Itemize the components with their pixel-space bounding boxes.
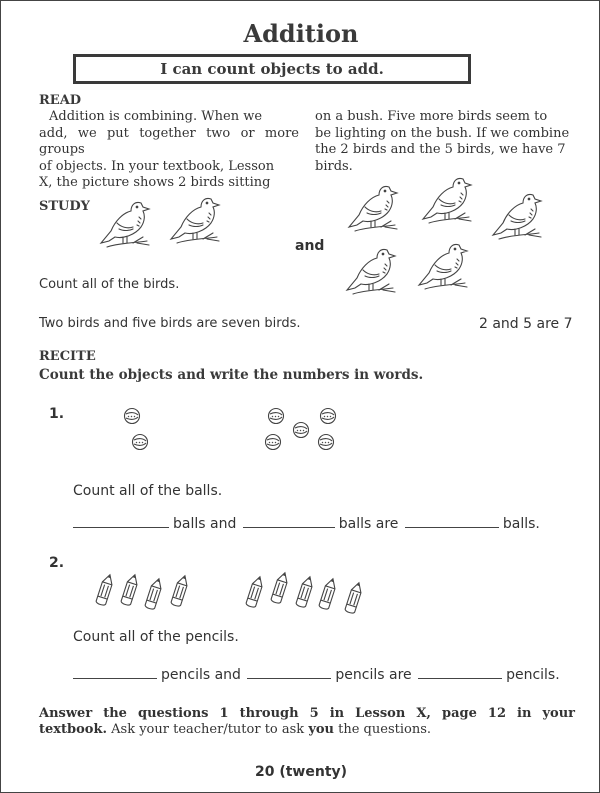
problem-1-number: 1. (49, 406, 65, 422)
answer-blank-1b[interactable] (243, 526, 335, 528)
pencil-icon (243, 574, 267, 611)
bird-icon (485, 189, 555, 245)
recite-heading: RECITE (39, 349, 96, 364)
answer-blank-1a[interactable] (73, 526, 169, 528)
fill-text: balls and (173, 516, 237, 532)
problem-2-fill-sentence (73, 667, 560, 683)
bird-icon (341, 181, 411, 237)
read-line: of objects. In your textbook, Lesson (39, 158, 275, 174)
pencil-icon (93, 572, 117, 609)
fill-text: pencils are (335, 667, 412, 683)
problem-1-fill-sentence (73, 516, 540, 532)
page-title: Addition (243, 19, 359, 48)
study-sentence: Two birds and five birds are seven birds. (39, 316, 301, 331)
answer-blank-2b[interactable] (247, 677, 331, 679)
problem-2-prompt: Count all of the pencils. (73, 629, 239, 645)
read-heading: READ (39, 93, 82, 108)
bird-icon (93, 197, 163, 253)
ball-icon (123, 407, 141, 425)
pencil-icon (118, 572, 142, 609)
closing-emphasis: you (308, 722, 334, 737)
pencil-icon (168, 573, 192, 610)
read-line: Addition is combining. When we (49, 109, 263, 124)
page-number: 20 (254, 764, 275, 780)
read-line: the 2 birds and the 5 birds, we have 7 (315, 142, 566, 157)
page-number-word: (twenty) (279, 764, 348, 780)
ball-icon (319, 407, 337, 425)
ball-icon (131, 433, 149, 451)
fill-text: balls are (338, 516, 399, 532)
recite-instruction: Count the objects and write the numbers in words. (39, 367, 424, 383)
ball-icon (264, 433, 282, 451)
closing-text-end: the questions. (334, 722, 431, 737)
study-equation: 2 and 5 are 7 (479, 316, 573, 332)
fill-text: pencils and (161, 667, 241, 683)
read-line: add, we put together two or more groups (39, 125, 299, 157)
bird-icon (163, 193, 233, 249)
answer-blank-2c[interactable] (418, 677, 502, 679)
closing-line-1: Answer the questions 1 through 5 in Lesson X, page 12 in your (39, 706, 575, 721)
page-footer (1, 764, 600, 780)
ball-icon (317, 433, 335, 451)
ball-icon (267, 407, 285, 425)
closing-line-2 (39, 722, 575, 738)
read-paragraph-left (39, 109, 299, 192)
fill-text: balls. (502, 516, 540, 532)
problem-1-prompt: Count all of the balls. (73, 483, 223, 499)
read-paragraph-right (315, 109, 575, 175)
study-prompt: Count all of the birds. (39, 277, 180, 292)
closing-instruction (39, 706, 575, 738)
bird-icon (411, 239, 481, 295)
pencil-icon (293, 574, 317, 611)
fill-text: pencils. (506, 667, 560, 683)
pencil-icon (268, 570, 292, 607)
bird-icon (339, 244, 409, 300)
read-line: on a bush. Five more birds seem to (315, 109, 548, 124)
closing-bold: textbook. (39, 722, 107, 737)
closing-text: Ask your teacher/tutor to ask (107, 722, 309, 737)
study-connector: and (295, 238, 325, 254)
ball-icon (292, 421, 310, 439)
problem-2-number: 2. (49, 555, 65, 571)
pencil-icon (316, 576, 340, 613)
learning-objective: I can count objects to add. (73, 54, 471, 84)
answer-blank-2a[interactable] (73, 677, 157, 679)
bird-icon (415, 173, 485, 229)
read-line: birds. (315, 158, 353, 174)
pencil-icon (142, 576, 166, 613)
study-heading: STUDY (39, 199, 90, 214)
answer-blank-1c[interactable] (405, 526, 499, 528)
read-line: X, the picture shows 2 birds sitting (39, 175, 271, 190)
read-line: be lighting on the bush. If we combine (315, 125, 570, 141)
pencil-icon (342, 580, 366, 617)
